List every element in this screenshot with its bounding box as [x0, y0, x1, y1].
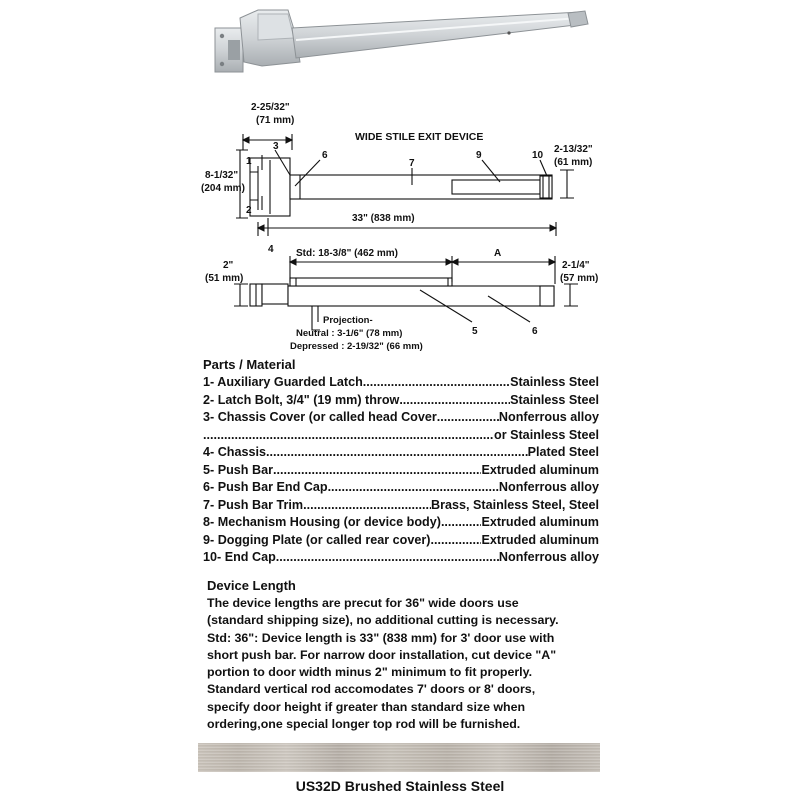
part-row	[203, 392, 599, 409]
part-material: Nonferrous alloy	[498, 480, 599, 494]
part-material: Stainless Steel	[510, 392, 599, 407]
dim-endcap: 2-13/32"	[554, 144, 593, 155]
part-material: or Stainless Steel	[494, 427, 599, 442]
part-name: 3- Chassis Cover (or called head Cover	[203, 410, 437, 424]
part-material: Nonferrous alloy	[498, 410, 599, 424]
part-row	[203, 374, 599, 391]
dim-a: A	[494, 248, 502, 259]
device-length-line: Std: 36": Device length is 33" (838 mm) for 3' door use with	[207, 630, 555, 645]
part-name: 7- Push Bar Trim	[203, 497, 304, 512]
device-length-line: Standard vertical rod accomodates 7' doors or 8' doors,	[207, 682, 536, 697]
device-length-line: short push bar. For narrow door installation, cut device "A"	[207, 647, 557, 662]
dim-height-mm: (204 mm)	[201, 183, 245, 194]
part-name: 6- Push Bar End Cap	[203, 480, 328, 494]
part-row	[203, 462, 599, 479]
callout-3: 3	[273, 141, 279, 152]
part-material: Stainless Steel	[510, 375, 599, 389]
callout-6-side: 6	[532, 326, 538, 337]
device-length-title: Device Length	[207, 578, 296, 593]
callout-1: 1	[246, 156, 252, 167]
device-length-line: specify door height if greater than standard size when	[207, 699, 526, 714]
part-row	[203, 497, 599, 514]
part-row	[203, 427, 599, 444]
part-material: Nonferrous alloy	[498, 550, 599, 564]
part-row	[203, 549, 599, 566]
dim-head-width-mm: (71 mm)	[256, 115, 295, 126]
parts-title: Parts / Material	[203, 357, 296, 372]
part-row	[203, 479, 599, 496]
part-row	[203, 514, 599, 531]
dim-left-2: 2"	[223, 260, 234, 271]
callout-2: 2	[246, 205, 252, 216]
finish-swatch	[198, 743, 600, 772]
projection-depressed: Depressed : 2-19/32" (66 mm)	[290, 341, 423, 352]
part-name: 1- Auxiliary Guarded Latch	[203, 375, 363, 389]
part-material: Plated Steel	[527, 445, 599, 459]
part-name: 8- Mechanism Housing (or device body)	[203, 515, 441, 529]
dim-left-2-mm: (51 mm)	[205, 273, 244, 284]
device-length-line: The device lengths are precut for 36" wide doors use	[207, 596, 519, 610]
dim-endcap-mm: (61 mm)	[554, 157, 593, 168]
part-row	[203, 532, 599, 549]
part-name: 10- End Cap	[203, 550, 276, 564]
part-name: 4- Chassis	[203, 445, 266, 459]
finish-label: US32D Brushed Stainless Steel	[295, 778, 505, 794]
dim-length: 33" (838 mm)	[352, 213, 415, 224]
callout-9: 9	[476, 150, 482, 161]
part-row	[203, 444, 599, 461]
dim-height: 8-1/32"	[205, 170, 239, 181]
part-material: Brass, Stainless Steel, Steel	[430, 497, 599, 512]
projection-label: Projection-	[323, 315, 373, 326]
diagram-title: WIDE STILE EXIT DEVICE	[355, 131, 484, 143]
callout-7: 7	[409, 158, 415, 169]
dim-right-2: 2-1/4"	[562, 260, 590, 271]
device-length-line: (standard shipping size), no additional cutting is necessary.	[207, 613, 559, 628]
dim-right-2-mm: (57 mm)	[560, 273, 599, 284]
device-length-section	[207, 578, 602, 733]
part-name: 5- Push Bar	[203, 462, 273, 477]
part-material: Extruded aluminum	[481, 532, 599, 547]
callout-4: 4	[268, 244, 274, 255]
projection-neutral: Neutral : 3-1/6" (78 mm)	[296, 328, 403, 339]
dim-std: Std: 18-3/8" (462 mm)	[296, 248, 398, 259]
part-row	[203, 409, 599, 426]
callout-5: 5	[472, 326, 478, 337]
dimension-diagram	[0, 0, 800, 360]
callout-6: 6	[322, 150, 328, 161]
part-name: 2- Latch Bolt, 3/4" (19 mm) throw	[203, 392, 400, 407]
part-material: Extruded aluminum	[481, 515, 599, 529]
dim-head-width: 2-25/32"	[251, 102, 290, 113]
callout-10: 10	[532, 150, 544, 161]
device-length-line: ordering,one special longer top rod will be furnished.	[207, 717, 521, 732]
part-name: 9- Dogging Plate (or called rear cover)	[203, 532, 431, 547]
device-length-line: portion to door width minus 2" minimum to fit properly.	[207, 665, 533, 680]
part-material: Extruded aluminum	[481, 462, 599, 477]
